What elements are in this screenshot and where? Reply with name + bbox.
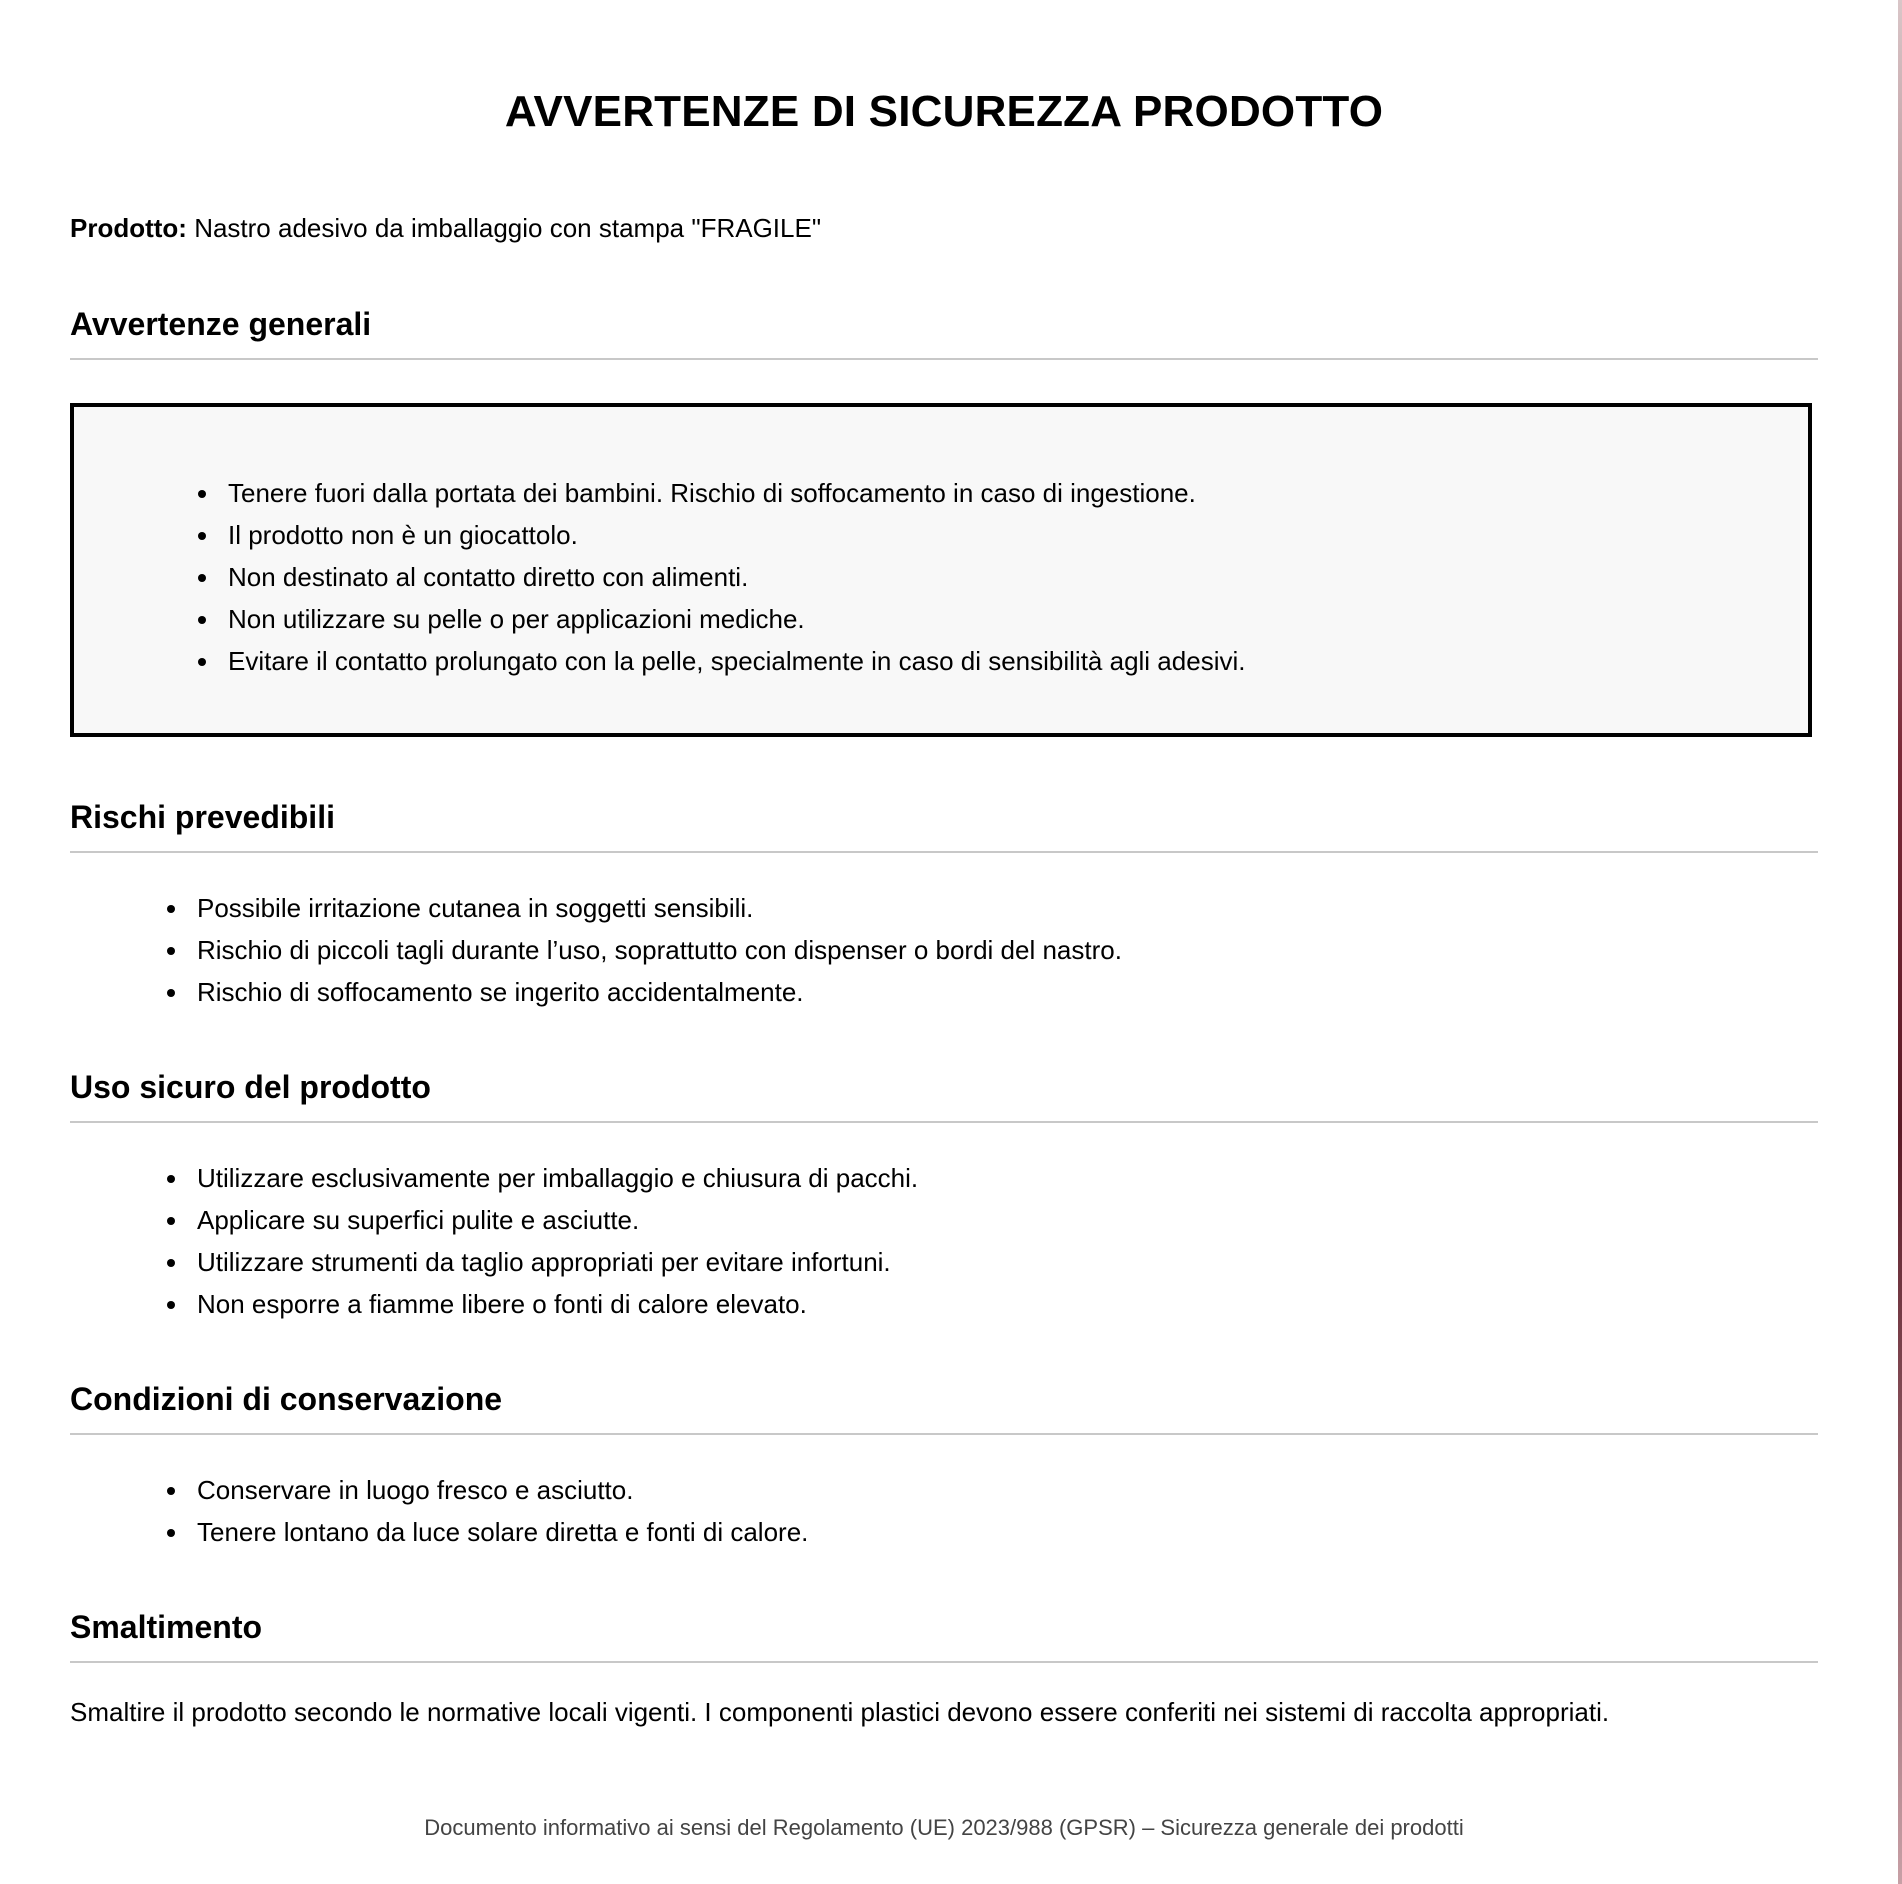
- list-item-text: Non utilizzare su pelle o per applicazioni mediche.: [228, 604, 805, 634]
- list-item-text: Evitare il contatto prolungato con la pelle, specialmente in caso di sensibilità agli adesivi.: [228, 646, 1246, 676]
- list-item-text: Utilizzare strumenti da taglio appropriati per evitare infortuni.: [197, 1247, 891, 1277]
- list-item-text: Non esporre a fiamme libere o fonti di calore elevato.: [197, 1289, 807, 1319]
- bullet-icon: [167, 1487, 175, 1495]
- bullet-icon: [198, 616, 206, 624]
- list-item-text: Applicare su superfici pulite e asciutte.: [197, 1205, 640, 1235]
- risks-list: [167, 887, 1122, 1013]
- list-item-text: Rischio di soffocamento se ingerito accidentalmente.: [197, 977, 804, 1007]
- footer-note: Documento informativo ai sensi del Regolamento (UE) 2023/988 (GPSR) – Sicurezza generale dei prodotti: [424, 1815, 1464, 1840]
- list-item: [167, 1199, 918, 1241]
- bullet-icon: [167, 1259, 175, 1267]
- list-item-text: Possibile irritazione cutanea in soggetti sensibili.: [197, 893, 754, 923]
- section-heading-disposal: Smaltimento: [70, 1607, 1818, 1663]
- product-value: Nastro adesivo da imballaggio con stampa "FRAGILE": [186, 213, 822, 243]
- list-item: [167, 971, 1122, 1013]
- storage-list: [167, 1469, 808, 1553]
- bullet-icon: [167, 1529, 175, 1537]
- list-item: [198, 514, 1245, 556]
- list-item: [198, 598, 1245, 640]
- list-item-text: Tenere fuori dalla portata dei bambini. Rischio di soffocamento in caso di ingestione.: [228, 478, 1196, 508]
- section-heading-general: Avvertenze generali: [70, 304, 1818, 360]
- list-item: [167, 1241, 918, 1283]
- list-item: [167, 1511, 808, 1553]
- list-item: [167, 887, 1122, 929]
- bullet-icon: [167, 1301, 175, 1309]
- list-item-text: Conservare in luogo fresco e asciutto.: [197, 1475, 634, 1505]
- list-item-text: Non destinato al contatto diretto con alimenti.: [228, 562, 749, 592]
- section-heading-safe-use: Uso sicuro del prodotto: [70, 1067, 1818, 1123]
- list-item-text: Il prodotto non è un giocattolo.: [228, 520, 578, 550]
- window-edge-strip: [1898, 0, 1902, 1884]
- list-item: [198, 556, 1245, 598]
- list-item: [198, 640, 1245, 682]
- section-heading-risks: Rischi prevedibili: [70, 797, 1818, 853]
- list-item-text: Tenere lontano da luce solare diretta e fonti di calore.: [197, 1517, 809, 1547]
- list-item-text: Rischio di piccoli tagli durante l’uso, soprattutto con dispenser o bordi del nastro.: [197, 935, 1122, 965]
- list-item-text: Utilizzare esclusivamente per imballaggio e chiusura di pacchi.: [197, 1163, 919, 1193]
- page-title: AVVERTENZE DI SICUREZZA PRODOTTO: [504, 87, 1384, 136]
- list-item: [167, 929, 1122, 971]
- bullet-icon: [198, 532, 206, 540]
- safe-use-list: [167, 1157, 918, 1325]
- list-item: [167, 1157, 918, 1199]
- warnings-box: [70, 403, 1812, 737]
- general-warnings-list: [198, 472, 1245, 682]
- product-label: Prodotto:: [70, 213, 187, 243]
- list-item: [167, 1469, 808, 1511]
- bullet-icon: [198, 574, 206, 582]
- bullet-icon: [198, 658, 206, 666]
- bullet-icon: [167, 905, 175, 913]
- list-item: [167, 1283, 918, 1325]
- bullet-icon: [198, 490, 206, 498]
- bullet-icon: [167, 1217, 175, 1225]
- bullet-icon: [167, 989, 175, 997]
- bullet-icon: [167, 947, 175, 955]
- product-line: [70, 210, 821, 246]
- list-item: [198, 472, 1245, 514]
- bullet-icon: [167, 1175, 175, 1183]
- disposal-text: Smaltire il prodotto secondo le normative locali vigenti. I componenti plastici devono essere conferiti nei sistemi di raccolta appropriati.: [70, 1697, 1610, 1727]
- section-heading-storage: Condizioni di conservazione: [70, 1379, 1818, 1435]
